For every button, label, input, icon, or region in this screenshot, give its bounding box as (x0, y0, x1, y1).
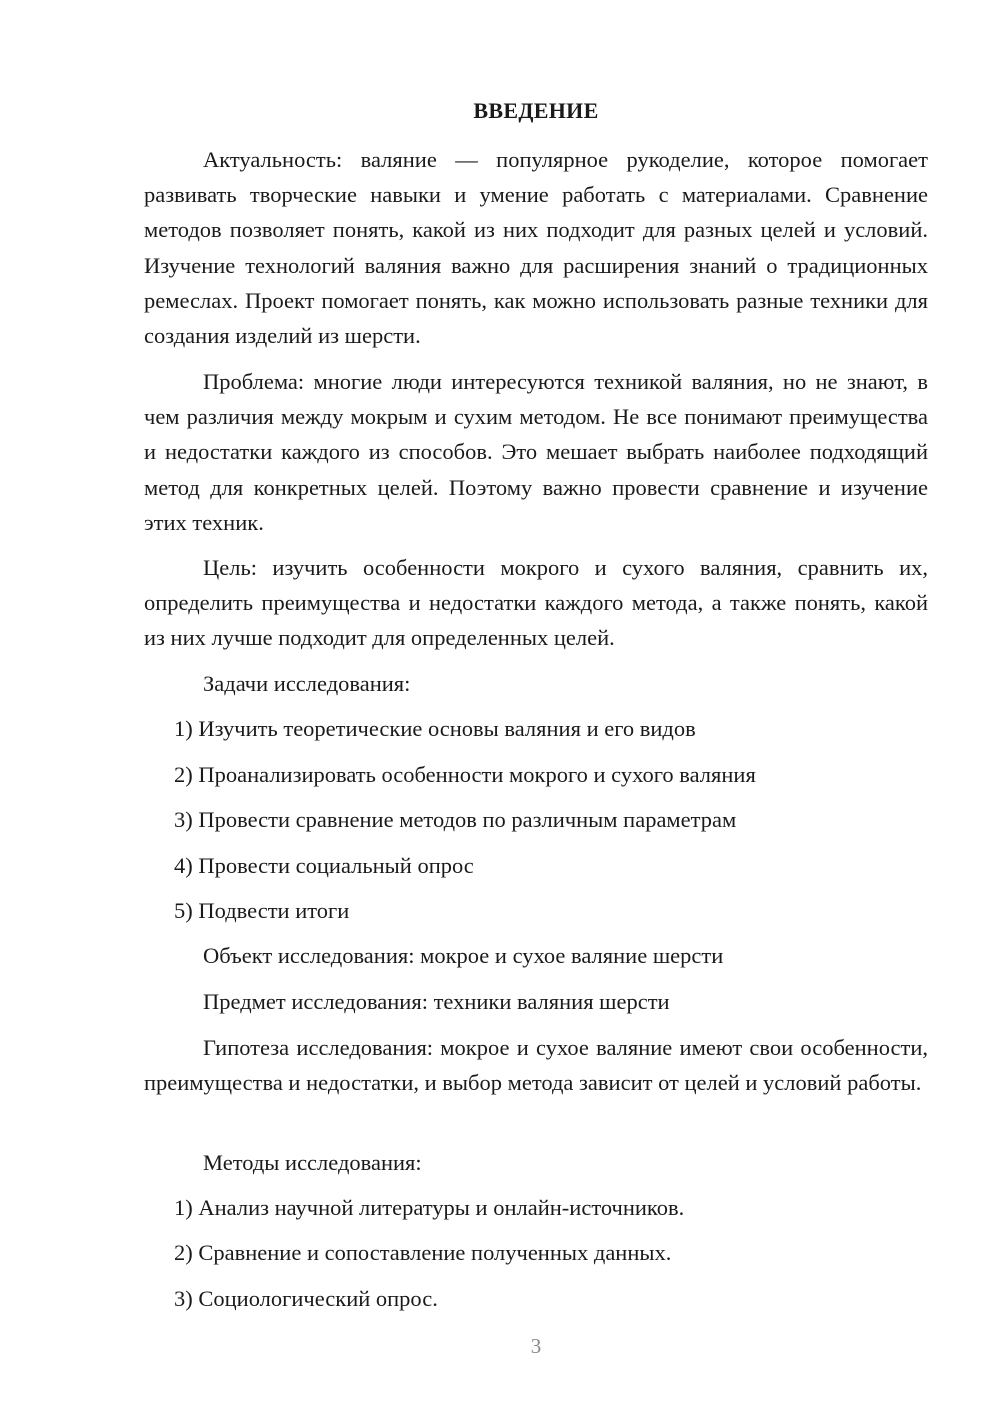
page-number: 3 (530, 1334, 542, 1358)
task-item: 1) Изучить теоретические основы валяния и его видов (174, 716, 696, 741)
method-item: 3) Социологический опрос. (174, 1286, 438, 1311)
tasks-heading: Задачи исследования: (203, 671, 411, 696)
research-object: Объект исследования: мокрое и сухое валяние шерсти (203, 943, 724, 968)
task-item: 3) Провести сравнение методов по различным параметрам (174, 807, 737, 832)
research-subject: Предмет исследования: техники валяния шерсти (203, 989, 670, 1014)
actuality-paragraph: Актуальность: валяние — популярное рукоделие, которое помогает развивать творческие навыки и умение работать с материалами. Сравнение методов позволяет понять, какой из них подходит для разных целей и условий. Изучение технологий валяния важно для расширения знаний о традиционных ремеслах. Проект помогает понять, как можно использовать разные техники для создания изделий из шерсти. (144, 147, 928, 349)
method-item: 2) Сравнение и сопоставление полученных данных. (174, 1240, 672, 1265)
methods-heading: Методы исследования: (203, 1150, 422, 1175)
hypothesis-paragraph: Гипотеза исследования: мокрое и сухое валяние имеют свои особенности, преимущества и недостатки, и выбор метода зависит от целей и условий работы. (144, 1035, 928, 1096)
goal-paragraph: Цель: изучить особенности мокрого и сухого валяния, сравнить их, определить преимущества и недостатки каждого метода, а также понять, какой из них лучше подходит для определенных целей. (144, 555, 928, 651)
problem-paragraph: Проблема: многие люди интересуются техникой валяния, но не знают, в чем различия между мокрым и сухим методом. Не все понимают преимущества и недостатки каждого из способов. Это мешает выбрать наиболее подходящий метод для конкретных целей. Поэтому важно провести сравнение и изучение этих техник. (144, 369, 928, 535)
task-item: 4) Провести социальный опрос (174, 853, 474, 878)
task-item: 5) Подвести итоги (174, 898, 350, 923)
method-item: 1) Анализ научной литературы и онлайн-источников. (174, 1195, 685, 1220)
task-item: 2) Проанализировать особенности мокрого и сухого валяния (174, 762, 756, 787)
section-title: ВВЕДЕНИЕ (473, 98, 599, 123)
